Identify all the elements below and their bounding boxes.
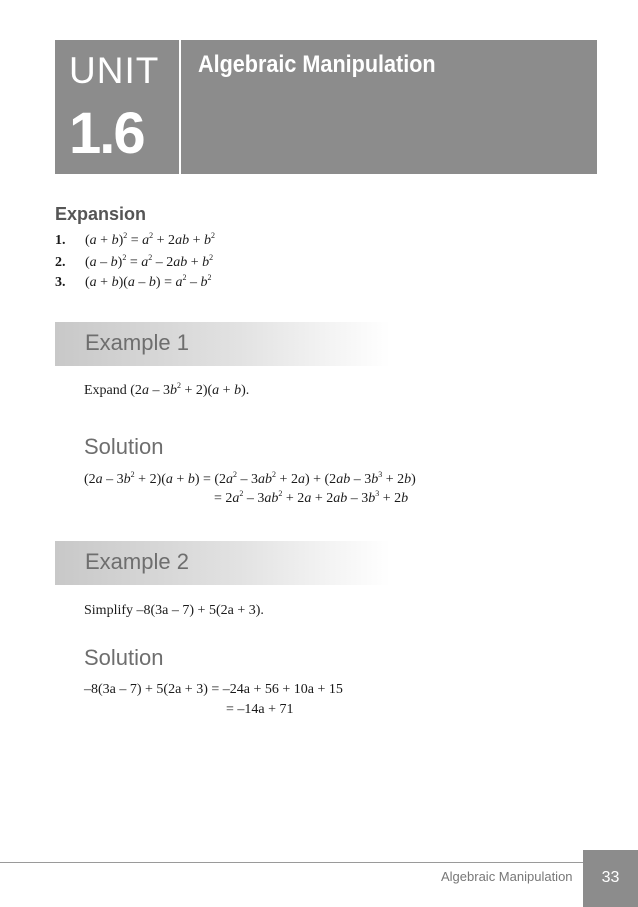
question-verb: Simplify — [84, 603, 134, 618]
formula-3: 3. $(a + b)(a - b) = a^2 - b^2$ — [55, 273, 212, 290]
formula-number: 1. — [55, 233, 66, 248]
example-2-label: Example 2 — [85, 549, 189, 574]
banner-divider — [179, 40, 181, 174]
formula-number: 3. — [55, 275, 66, 290]
example-2-solution-line-1: –8(3a – 7) + 5(2a + 3) = –24a + 56 + 10a + 15 — [84, 682, 343, 697]
footer-rule — [0, 862, 583, 863]
example-1-solution-line-2: = $2a^2 - 3ab^2 + 2a + 2ab - 3b^3 + 2b$ — [214, 489, 409, 506]
formula-number: 2. — [55, 255, 66, 270]
unit-banner — [55, 40, 597, 174]
expansion-heading: Expansion — [55, 204, 147, 224]
question-verb: Expand — [84, 383, 127, 398]
example-1-solution-line-1: $(2a - 3b^2 + 2)(a + b) = (2a^2 - 3ab^2 + 2a) + (2ab - 3b^3 + 2b)$ — [84, 470, 416, 487]
page-number: 33 — [601, 869, 620, 886]
example-2-solution-line-2: = –14a + 71 — [226, 702, 294, 717]
footer-chapter-title: Algebraic Manipulation — [441, 869, 573, 884]
unit-number: 1.6 — [69, 101, 144, 166]
example-2-question — [84, 603, 264, 619]
example-1-solution-heading: Solution — [84, 434, 164, 459]
page-number-box — [583, 850, 638, 907]
example-1-question: Expand $(2a - 3b^2 + 2)(a + b)$. — [84, 381, 250, 398]
question-expression: –8(3a – 7) + 5(2a + 3). — [136, 603, 264, 618]
example-2-solution-heading: Solution — [84, 645, 164, 670]
example-2-bar — [55, 541, 390, 585]
formula-2: 2. $(a - b)^2 = a^2 - 2ab + b^2$ — [55, 253, 214, 270]
example-1-label: Example 1 — [85, 330, 189, 355]
unit-label: UNIT — [69, 50, 160, 91]
example-1-bar — [55, 322, 390, 366]
page-title: Algebraic Manipulation — [198, 51, 436, 78]
formula-1: 1. $(a + b)^2 = a^2 + 2ab + b^2$ — [55, 231, 215, 248]
